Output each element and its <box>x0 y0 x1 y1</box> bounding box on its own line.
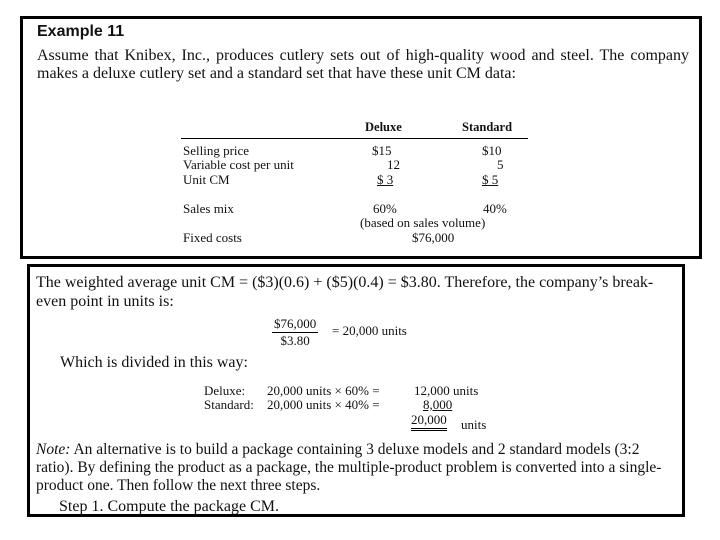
standard-value: $ 5 <box>482 172 499 187</box>
deluxe-value: $ 3 <box>377 172 394 187</box>
sales-mix-note: (based on sales volume) <box>360 215 486 230</box>
row-label: Sales mix <box>183 201 234 216</box>
fraction-result: = 20,000 units <box>332 323 407 338</box>
alloc-calc: 20,000 units × 60% = <box>267 383 380 398</box>
example-title: Example 11 <box>37 23 125 40</box>
deluxe-value: 12 <box>387 157 400 172</box>
break-even-fraction <box>272 316 318 349</box>
alloc-label: Standard: <box>204 397 254 412</box>
total-units: 20,000 <box>411 412 447 431</box>
fraction-denominator: $3.80 <box>280 333 310 348</box>
standard-value: 40% <box>483 201 507 216</box>
note-label: Note: <box>36 441 71 458</box>
note-paragraph <box>36 441 676 495</box>
table-rule <box>181 138 528 139</box>
fraction-numerator: $76,000 <box>274 316 317 331</box>
total-units-label: units <box>461 417 487 432</box>
alloc-label: Deluxe: <box>204 383 246 398</box>
alloc-result: 12,000 units <box>414 383 479 398</box>
deluxe-value: $15 <box>372 143 392 158</box>
note-text: An alternative is to build a package containing 3 deluxe models and 2 standard models (3:2 ratio). By defining the product as a package, the multiple-product problem is converted into a single-product one. Then follow the next three steps. <box>36 441 662 494</box>
col-header-deluxe: Deluxe <box>365 120 402 134</box>
deluxe-value: 60% <box>373 201 397 216</box>
standard-value: 5 <box>497 157 504 172</box>
example-box <box>20 16 702 259</box>
row-label: Unit CM <box>183 172 230 187</box>
weighted-cm-text: The weighted average unit CM = ($3)(0.6) + ($5)(0.4) = $3.80. Therefore, the company’s break-even point in units is: <box>36 274 654 310</box>
solution-box <box>27 264 685 517</box>
example-intro: Assume that Knibex, Inc., produces cutlery sets out of high-quality wood and steel. The company makes a deluxe cutlery set and a standard set that have these unit CM data: <box>37 47 689 82</box>
alloc-calc: 20,000 units × 40% = <box>267 397 380 412</box>
divided-text: Which is divided in this way: <box>60 354 248 371</box>
col-header-standard: Standard <box>462 120 513 134</box>
fixed-costs-value: $76,000 <box>412 230 455 245</box>
row-label: Selling price <box>183 143 250 158</box>
standard-value: $10 <box>482 143 502 158</box>
row-label: Fixed costs <box>183 230 242 245</box>
alloc-result: 8,000 <box>423 397 453 412</box>
row-label: Variable cost per unit <box>183 157 294 172</box>
step-1: Step 1. Compute the package CM. <box>59 498 279 515</box>
